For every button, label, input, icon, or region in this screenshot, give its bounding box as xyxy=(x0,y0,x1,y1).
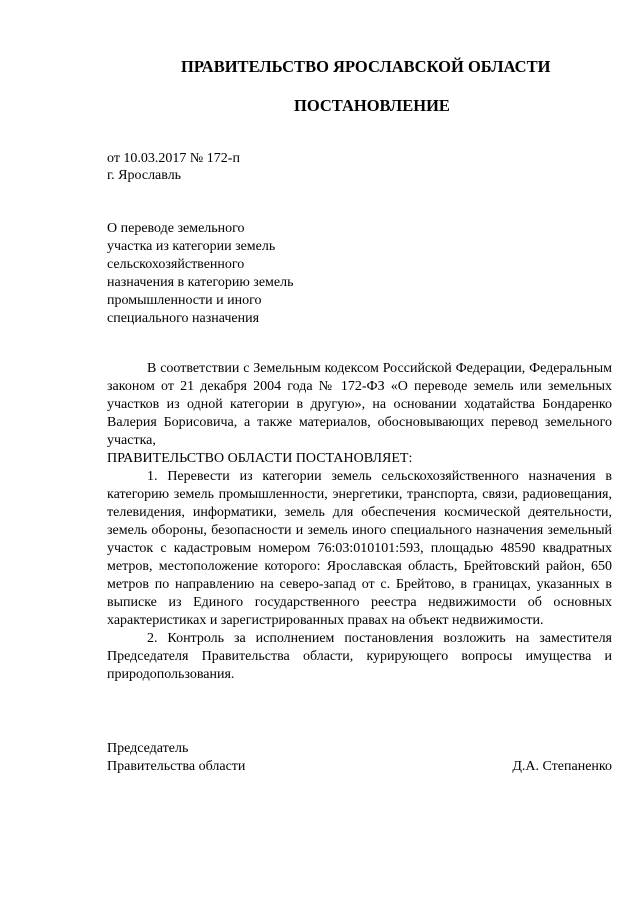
preamble-paragraph: В соответствии с Земельным кодексом Российской Федерации, Федеральным законом от 21 декабря 2004 года № 172-ФЗ «О переводе земель или земельных участков из одной категории в другую», на основании ходатайства Бондаренко Валерия Борисовича, а также материалов, обосновывающих перевод земельного участка, xyxy=(107,361,612,448)
subject-line: промышленности и иного xyxy=(107,293,262,308)
document-subject xyxy=(107,220,407,328)
date-number: от 10.03.2017 № 172-п xyxy=(107,151,240,166)
signatory-title-line1: Председатель xyxy=(107,741,189,756)
city: г. Ярославль xyxy=(107,168,182,183)
subject-line: участка из категории земель xyxy=(107,239,276,254)
document-body xyxy=(107,360,612,684)
resolve-line: ПРАВИТЕЛЬСТВО ОБЛАСТИ ПОСТАНОВЛЯЕТ: xyxy=(107,451,413,466)
document-meta xyxy=(107,150,240,184)
subject-line: сельскохозяйственного xyxy=(107,257,245,272)
document-type: ПОСТАНОВЛЕНИЕ xyxy=(294,96,450,115)
subject-line: назначения в категорию земель xyxy=(107,275,294,290)
signature-block xyxy=(107,740,612,776)
signatory-title-line2: Правительства области xyxy=(107,759,246,774)
item-2-paragraph: 2. Контроль за исполнением постановления возложить на заместителя Председателя Правительства области, курирующего вопросы имущества и природопользования. xyxy=(107,631,612,682)
subject-line: О переводе земельного xyxy=(107,221,245,236)
subject-line: специального назначения xyxy=(107,311,260,326)
government-title: ПРАВИТЕЛЬСТВО ЯРОСЛАВСКОЙ ОБЛАСТИ xyxy=(181,57,551,76)
signatory-name: Д.А. Степаненко xyxy=(512,759,612,774)
item-1-paragraph: 1. Перевести из категории земель сельскохозяйственного назначения в категорию земель промышленности, энергетики, транспорта, связи, радиовещания, телевидения, информатики, земель для обеспечения космической деятельности, земель обороны, безопасности и земель иного специального назначения земельный участок с кадастровым номером 76:03:010101:593, площадью 48590 квадратных метров, местоположение которого: Ярославская область, Брейтовский район, 650 метров по направлению на северо-запад от с. Брейтово, в границах, указанных в выписке из Единого государственного реестра недвижимости об основных характеристиках и зарегистрированных правах на объект недвижимости. xyxy=(107,469,612,628)
